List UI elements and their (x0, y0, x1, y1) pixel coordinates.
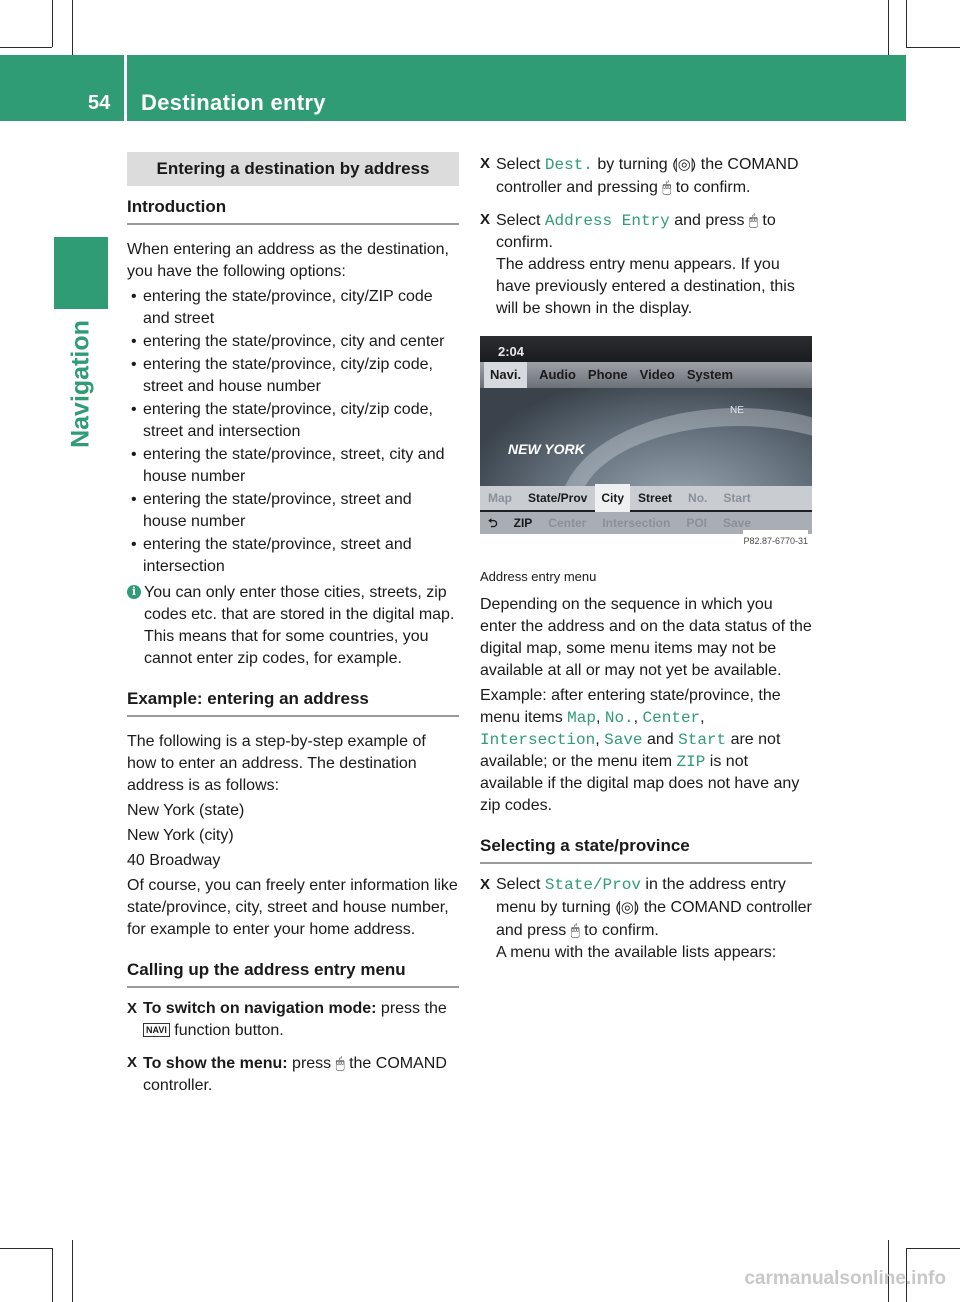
press-controller-icon: 🖱 (662, 178, 672, 196)
crop-mark (72, 0, 73, 55)
compass-label: NE (730, 405, 744, 416)
list-item: • entering the state/province, city/zip code, street and house number (127, 354, 459, 398)
selecting-heading: Selecting a state/province (480, 835, 812, 864)
press-controller-icon: 🖱 (748, 211, 758, 229)
list-item: • entering the state/province, city and center (127, 331, 459, 353)
turn-controller-icon: ⟬◎⟭ (672, 155, 697, 173)
right-column (480, 153, 812, 968)
figure-main-menu (480, 362, 812, 388)
figure-option: Street (638, 491, 673, 505)
crop-mark (906, 0, 907, 47)
figure-status-bar (480, 336, 812, 362)
crop-mark (0, 47, 52, 48)
figure-option: No. (688, 491, 708, 505)
figure-address-row-1 (480, 486, 812, 510)
menu-item-dest: Dest. (544, 156, 593, 174)
para-availability: Depending on the sequence in which you enter the address and on the data status of the digital map, some menu items may not be available at all or may not yet be available. (480, 596, 812, 679)
section-title: Entering a destination by address (127, 152, 459, 186)
figure-menu-item: System (686, 367, 734, 382)
side-tab-label: Navigation (66, 320, 95, 448)
example-text: The following is a step-by-step example of how to enter an address. The destination address is as follows: (127, 733, 426, 794)
crop-mark (888, 0, 889, 55)
figure-menu-item: Audio (539, 367, 576, 382)
info-icon: i (127, 585, 141, 599)
header-divider (124, 55, 127, 121)
menu-item-intersection: Intersection (480, 731, 596, 749)
figure-caption: Address entry menu (480, 569, 597, 584)
figure-menu-item: Navi. (484, 362, 527, 388)
watermark: carmanualsonline.info (744, 1268, 946, 1289)
info-note-text: You can only enter those cities, streets, zip codes etc. that are stored in the digital map. This means that for some countries, you cannot enter zip codes, for example. (144, 584, 455, 667)
figure-menu-item: Video (639, 367, 675, 382)
menu-item-start: Start (678, 731, 727, 749)
step-marker-icon: X (480, 155, 491, 172)
figure-option: Start (723, 491, 751, 505)
figure-option: State/Prov (528, 491, 588, 505)
figure-option: ZIP (513, 516, 533, 530)
navi-key-icon: NAVI (143, 1023, 170, 1037)
side-tab-marker (54, 237, 108, 309)
list-item: • entering the state/province, city/zip code, street and intersection (127, 399, 459, 443)
list-item: • entering the state/province, street and intersection (127, 534, 459, 578)
press-controller-icon: 🖱 (335, 1054, 345, 1072)
step-result-text: The address entry menu appears. If you have previously entered a destination, this will be shown in the display. (496, 256, 795, 317)
compass-ring (560, 408, 812, 486)
para-example: Example: after entering state/province, the menu items Map, No., Center, Intersection, Save and Start are not available; or the menu item ZIP is not available if the digital map does not have any zip codes. (480, 687, 800, 814)
figure-option: POI (686, 516, 707, 530)
press-controller-icon: 🖱 (570, 921, 580, 939)
step-marker-icon: X (480, 876, 491, 893)
menu-item-map: Map (567, 709, 596, 727)
screen-figure (480, 336, 812, 554)
options-list (127, 286, 459, 578)
crop-mark (52, 1248, 53, 1302)
step-marker-icon: X (127, 1000, 138, 1017)
address-line: New York (city) (127, 827, 234, 844)
page-number: 54 (88, 92, 111, 114)
crop-mark (906, 47, 960, 48)
back-icon: ⮌ (488, 516, 498, 530)
crop-mark (72, 1240, 73, 1302)
step-bold: To switch on navigation mode: (143, 1000, 377, 1017)
step-bold: To show the menu: (143, 1055, 288, 1072)
figure-city-name: NEW YORK (508, 441, 585, 457)
figure-clock: 2:04 (498, 344, 525, 359)
list-item: • entering the state/province, street and house number (127, 489, 459, 533)
address-line: 40 Broadway (127, 852, 221, 869)
example-heading: Example: entering an address (127, 688, 459, 717)
menu-item-state-prov: State/Prov (544, 876, 641, 894)
menu-item-save: Save (604, 731, 643, 749)
chapter-title: Destination entry (141, 90, 326, 115)
figure-menu-item: Phone (587, 367, 628, 382)
menu-item-no: No. (604, 709, 634, 727)
crop-mark (906, 1248, 960, 1249)
menu-item-address-entry: Address Entry (544, 212, 670, 230)
menu-item-zip: ZIP (676, 753, 706, 771)
figure-option: Save (723, 516, 752, 530)
header-band (0, 55, 906, 121)
figure-map (480, 388, 812, 486)
figure-option-selected: City (595, 484, 630, 512)
list-item: • entering the state/province, street, city and house number (127, 444, 459, 488)
example-text-2: Of course, you can freely enter information like state/province, city, street and house number, for example to enter your home address. (127, 877, 458, 938)
list-item: • entering the state/province, city/ZIP code and street (127, 286, 459, 330)
figure-option: Center (548, 516, 587, 530)
info-note (127, 582, 459, 670)
figure-option: Intersection (602, 516, 671, 530)
figure-option: Map (488, 491, 512, 505)
intro-text: When entering an address as the destination, you have the following options: (127, 241, 449, 280)
step-result-text: A menu with the available lists appears: (496, 944, 777, 961)
menu-item-center: Center (642, 709, 701, 727)
address-line: New York (state) (127, 802, 245, 819)
step-show-menu: X To show the menu: press 🖱 the COMAND controller. (127, 1054, 447, 1094)
turn-controller-icon: ⟬◎⟭ (615, 898, 640, 916)
step-select-state: X Select State/Prov in the address entry menu by turning ⟬◎⟭ the COMAND controller and press 🖱 to confirm. A menu with the available lists appears: (480, 874, 812, 964)
intro-heading: Introduction (127, 196, 459, 225)
step-select-dest: X Select Dest. by turning ⟬◎⟭ the COMAND controller and pressing 🖱 to confirm. (480, 155, 799, 196)
step-marker-icon: X (127, 1054, 138, 1071)
step-select-address-entry: X Select Address Entry and press 🖱 to confirm. The address entry menu appears. If you have previously entered a destination, this will be shown in the display. (480, 209, 812, 320)
step-marker-icon: X (480, 211, 491, 228)
crop-mark (52, 0, 53, 47)
calling-heading: Calling up the address entry menu (127, 959, 459, 988)
left-column (127, 152, 459, 1101)
figure-code: P82.87-6770-31 (743, 530, 808, 552)
crop-mark (0, 1248, 52, 1249)
step-navi: X To switch on navigation mode: press the NAVI function button. (127, 1000, 447, 1039)
